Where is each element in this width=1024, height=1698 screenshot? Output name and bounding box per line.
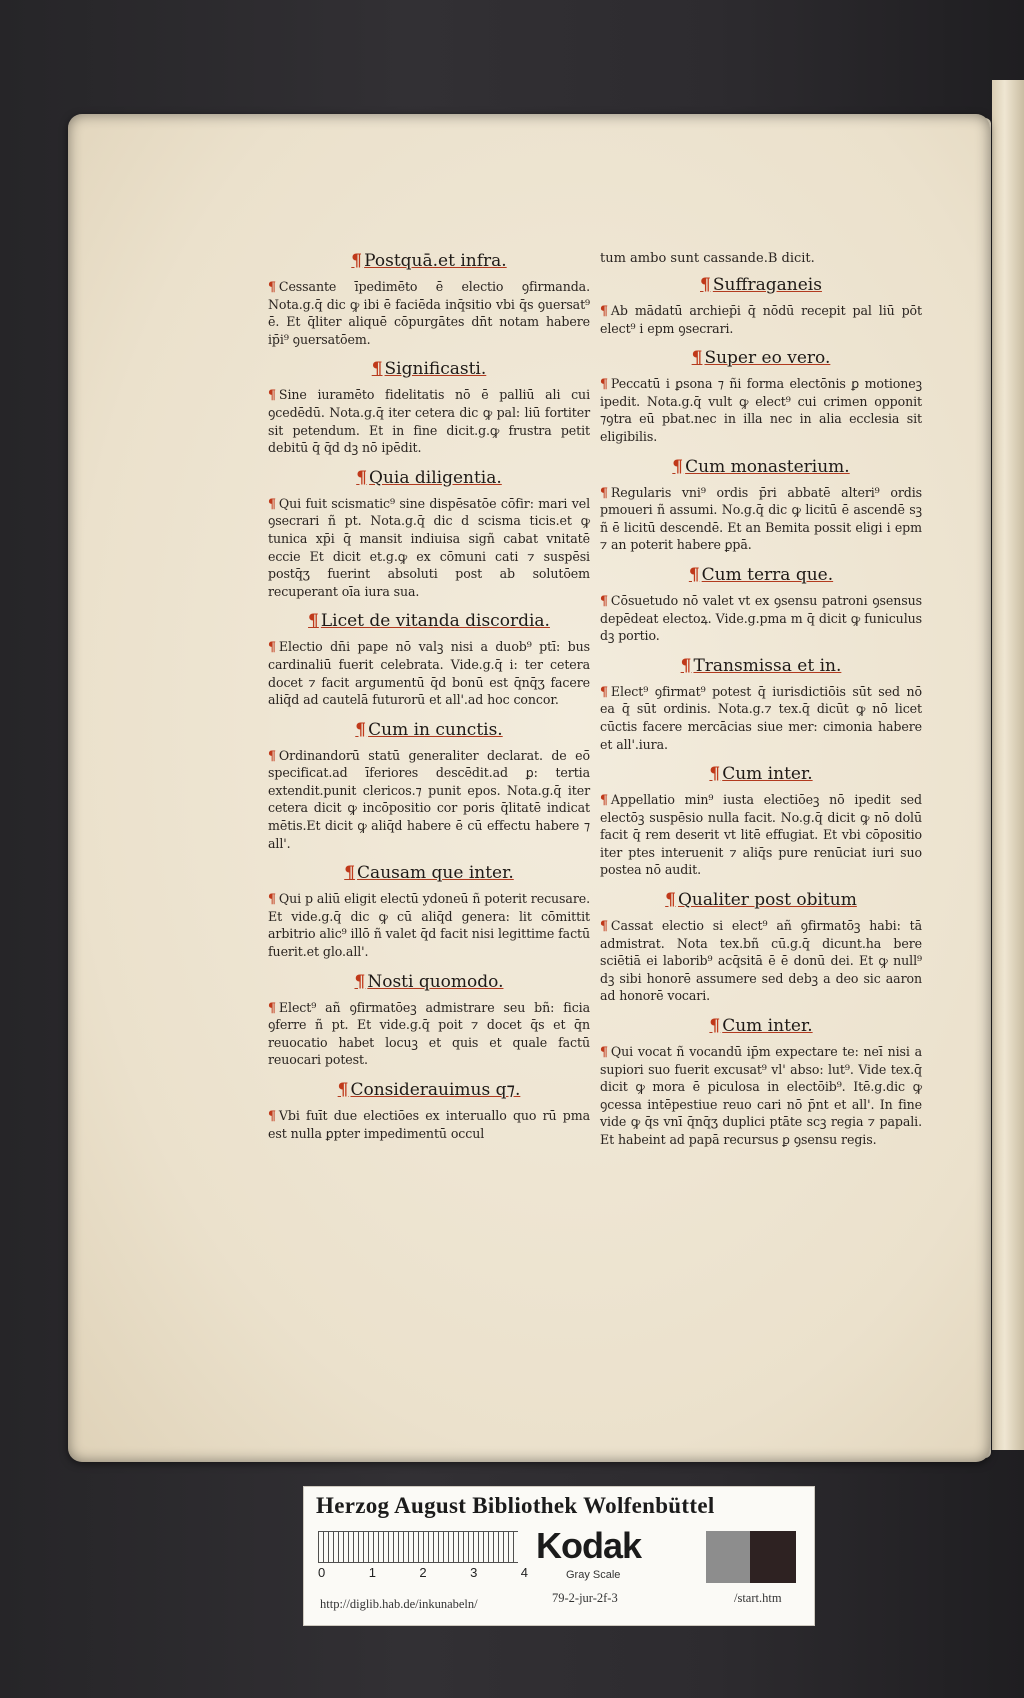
- section-paragraph: [600, 375, 922, 445]
- paragraph-mark-icon: ¶: [355, 719, 367, 740]
- paragraph-mark-icon: ¶: [709, 1016, 721, 1037]
- paragraph-mark-icon: ¶: [600, 303, 608, 318]
- paragraph-text: Cassat electio si elect⁹ añ ꝯfirmatōꝫ habi: tā admistrat. Nota tex.bñ cū.g.q̄ dicunt.ha bere sciētiā ei laborib⁹ acq̄sitā ē ē donū dei. Et ꝙ null⁹ dꝫ sibi honorē assumere sed debꝫ a deo sic aaron ad honorē vocari.: [600, 918, 922, 1004]
- section-heading: [600, 347, 922, 369]
- section-heading: [600, 763, 922, 785]
- section-heading: [268, 467, 590, 489]
- paragraph-text: Vbi fuīt due electiōes ex interuallo quo rū pma est nulla ꝑpter impedimentū occul: [268, 1108, 590, 1141]
- section-paragraph: [600, 302, 922, 337]
- paragraph-text: Cōsuetudo nō valet vt ex ꝯsensu patroni ꝯsensus depēdeat electoꝝ. Vide.g.pma m q̄ dicit ꝙ funiculus dꝫ portio.: [600, 592, 922, 644]
- next-leaf-edge: [992, 80, 1024, 1450]
- section-heading-text: Super eo vero.: [704, 348, 831, 369]
- section-heading-text: Cum inter.: [722, 1016, 813, 1037]
- section-paragraph: [600, 1043, 922, 1149]
- left-text-column: [268, 250, 590, 1152]
- paragraph-text: Elect⁹ añ ꝯfirmatōeꝫ admistrare seu bñ: ficia ꝯferre ñ pt. Et vide.g.q̄ poit ⁊ docet q̄s et q̄n reuocatio habet locuꝫ et quis et quale factū reuocari potest.: [268, 999, 590, 1068]
- gray-scale-label: Gray Scale: [566, 1569, 621, 1581]
- paragraph-mark-icon: ¶: [688, 564, 700, 585]
- ruler-number: 2: [419, 1565, 427, 1580]
- section-paragraph: [268, 278, 590, 348]
- section-heading: [268, 610, 590, 632]
- section-heading-text: Suffraganeis: [712, 275, 822, 295]
- paragraph-mark-icon: ¶: [308, 611, 319, 632]
- section-heading-text: Cum inter.: [722, 764, 813, 785]
- paragraph-mark-icon: ¶: [351, 251, 363, 271]
- section-heading-text: Causam que inter.: [357, 863, 514, 884]
- paragraph-mark-icon: ¶: [680, 655, 692, 676]
- paragraph-text: Electio dn̄i pape nō valꝫ nisi a duob⁹ ptī: bus cardinaliū fuerit celebrata. Vide.g.q̄ i: ter cetera docet ⁊ facit argumentū q̄d bonū est q̄nq̄ʒ facere aliq̄d ad cautelā futurorū et all'.ad hoc concor.: [268, 639, 590, 708]
- kodak-logo: Kodak: [536, 1525, 642, 1566]
- section-heading: [600, 1015, 922, 1037]
- paragraph-mark-icon: ¶: [709, 764, 721, 785]
- paragraph-text: Sine iuramēto fidelitatis nō ē palliū ali cui ꝯcedēdū. Nota.g.q̄ iter cetera dic ꝙ pal: liū fortiter sit petendum. Et in fine dicit.g.ꝙ frustra petit debitū q̄ q̄d dꝫ nō ipēdit.: [268, 387, 590, 456]
- section-heading: [600, 564, 922, 586]
- paragraph-text: Qui fuit scismatic⁹ sine dispēsatōe cōfir: mari vel ꝯsecrari ñ pt. Nota.g.q̄ dic d scisma ticis.et ꝙ tunica xp̄i q̄ mansit indiuisa sigñ cabat vnitatē eccie Et dicit et.g.ꝙ ex cōmuni cati ⁊ suspēsi postq̄ʒ fuerint absoluti post ab solutōem recuperant oīa iura sua.: [268, 495, 590, 599]
- paragraph-text: Appellatio min⁹ iusta electiōeꝫ nō ipedit sed electōꝫ suspēsio nulla facit. No.g.q̄ dicit ꝙ nō dolū facit q̄ rem deserit vt litē effugiat. Et vbi cōpositio iter ptes interuenit ⁊ aliq̄s pure renūciat iuri suo postea nō audit.: [600, 792, 922, 878]
- section-paragraph: [268, 747, 590, 853]
- source-url: http://diglib.hab.de/inkunabeln/: [320, 1597, 478, 1611]
- ruler-number: 0: [318, 1565, 326, 1580]
- ruler-number: 4: [520, 1565, 528, 1580]
- section-heading: [600, 889, 922, 911]
- section-heading: [600, 655, 922, 677]
- paragraph-mark-icon: ¶: [700, 275, 711, 295]
- paragraph-mark-icon: ¶: [672, 456, 684, 477]
- section-paragraph: [600, 683, 922, 753]
- continuation-line: tum ambo sunt cassande.B dicit.: [600, 251, 815, 266]
- section-heading-text: Nosti quomodo.: [367, 971, 504, 992]
- paragraph-mark-icon: ¶: [356, 467, 368, 488]
- section-paragraph: [600, 484, 922, 554]
- section-paragraph: [600, 917, 922, 1005]
- right-text-column: [600, 250, 922, 1159]
- section-paragraph: [268, 495, 590, 601]
- paragraph-mark-icon: ¶: [268, 279, 276, 294]
- gray-swatch: [706, 1531, 750, 1583]
- dark-swatch: [750, 1531, 796, 1583]
- ruler-number: 3: [470, 1565, 478, 1580]
- paragraph-mark-icon: ¶: [268, 999, 276, 1015]
- section-heading: [268, 1079, 590, 1101]
- section-paragraph: [268, 999, 590, 1069]
- section-heading: [268, 862, 590, 884]
- paragraph-mark-icon: ¶: [344, 863, 356, 884]
- section-paragraph: [268, 638, 590, 708]
- section-heading-text: Quia diligentia.: [369, 467, 502, 488]
- paragraph-text: Ordinandorū statū generaliter declarat. de eō̄ specificat.ad īferiores descēdit.ad ꝑ: tertia extendit.punit clericos.⁊ punit epos. Nota.g.q̄ iter cetera dicit ꝙ incōpositio cor poris q̄litatē indicat mētis.Et dicit ꝙ aliq̄d habere ē cū effectu habere ⁊ all'.: [268, 747, 590, 851]
- paragraph-mark-icon: ¶: [371, 359, 383, 380]
- paragraph-text: Cessante īpedimēto ē electio ꝯfirmanda. Nota.g.q̄ dic ꝙ ibi ē faciēda inq̄sitio vbi q̄s ꝯuersat⁹ ē. Et q̄liter aliquē cōpurgātes dn̄t notam habere ip̄i⁹ ꝯuersatōem.: [268, 279, 590, 347]
- section-heading-text: Cum monasterium.: [685, 456, 850, 477]
- ruler-numbers: [318, 1565, 528, 1580]
- section-heading-text: Cum terra que.: [701, 564, 834, 585]
- section-heading-text: Transmissa et in.: [693, 655, 842, 676]
- section-heading: [268, 358, 590, 380]
- paragraph-mark-icon: ¶: [665, 890, 676, 911]
- section-heading: [600, 456, 922, 478]
- section-paragraph: [268, 1107, 590, 1142]
- section-heading: [268, 719, 590, 741]
- section-heading: [268, 971, 590, 993]
- paragraph-mark-icon: ¶: [268, 639, 276, 655]
- section-paragraph: [600, 791, 922, 879]
- section-heading-text: Qualiter post obitum: [677, 890, 857, 911]
- paragraph-mark-icon: ¶: [600, 484, 608, 500]
- paragraph-text: Elect⁹ ꝯfirmat⁹ potest q̄ iurisdictiōis sūt sed nō ea q̄ sūt ordinis. Nota.g.⁊ tex.q̄ dicūt ꝙ nō licet cūctis facere mercācias siue mer: cimonia habere et all'.iura.: [600, 683, 922, 752]
- section-paragraph: [268, 386, 590, 456]
- section-heading-text: Cum in cunctis.: [368, 719, 503, 740]
- paragraph-mark-icon: ¶: [600, 792, 608, 808]
- paragraph-mark-icon: ¶: [691, 348, 703, 369]
- paragraph-text: Qui p aliū eligit electū ydoneū ñ poterit recusare. Et vide.g.q̄ dic ꝙ cū aliq̄d genera: lit cōmittit arbitrio alic⁹ illō ñ valet q̄d facit nisi legittime factū fuerit.et glo.all'.: [268, 891, 590, 960]
- section-heading-text: Licet de vitanda discordia.: [320, 611, 550, 632]
- library-name: Herzog August Bibliothek Wolfenbüttel: [316, 1493, 715, 1518]
- paragraph-text: Peccatū i ꝑsona ⁊ ñi forma electōnis ꝑ motioneꝫ ipedit. Nota.g.q̄ vult ꝙ elect⁹ cui crimen opponit ⁊ꝯtra eū pbat.nec in illa nec in alia ecclesia sit eligibilis.: [600, 376, 922, 444]
- start-link: /start.htm: [734, 1591, 782, 1605]
- paragraph-text: Regularis vni⁹ ordis p̄ri abbatē alteri⁹ ordis pmoueri ñ assumi. No.g.q̄ dic ꝙ licitū ē ascendē sꝫ ñ ē licitū descendē. Et an Bemita possit eligi i epm ⁊ an poterit habere ꝑpā.: [600, 484, 922, 553]
- paragraph-mark-icon: ¶: [600, 1044, 608, 1060]
- paragraph-mark-icon: ¶: [268, 387, 276, 403]
- paragraph-mark-icon: ¶: [268, 747, 276, 763]
- scale-ruler: [318, 1531, 518, 1563]
- library-color-card: [303, 1486, 815, 1626]
- section-paragraph: [268, 890, 590, 960]
- section-heading-text: Significasti.: [384, 359, 487, 380]
- paragraph-mark-icon: ¶: [354, 971, 366, 992]
- ruler-number: 1: [368, 1565, 376, 1580]
- paragraph-mark-icon: ¶: [268, 1108, 276, 1123]
- shelfmark: 79-2-jur-2f-3: [552, 1591, 618, 1605]
- paragraph-mark-icon: ¶: [268, 495, 276, 511]
- paragraph-text: Qui vocat ñ vocandū ip̄m expectare te: neī nisi a supiori suo fuerit excusat⁹ vl' abso: lut⁹. Vide tex.q̄ dicit ꝙ mora ē piculosa in electōib⁹. Itē.g.dic ꝙ ꝯcessa intēpestiue reuo cari nō p̄nt et all'. In fine vide ꝙ q̄s vnī q̄nq̄ʒ duplici ptāte scꝫ regia ⁊ papali. Et habeint ad papā recursus ꝑ ꝯsensu regis.: [600, 1044, 922, 1147]
- paragraph-mark-icon: ¶: [600, 376, 608, 392]
- paragraph-mark-icon: ¶: [600, 918, 608, 934]
- section-heading: [600, 274, 922, 296]
- section-paragraph: [600, 592, 922, 645]
- paragraph-text: Ab mādatū archiep̄i q̄ nōdū recepit pal liū pōt elect⁹ i epm ꝯsecrari.: [600, 303, 922, 336]
- section-heading-text: Postquā.et infra.: [364, 251, 507, 271]
- paragraph-mark-icon: ¶: [600, 683, 608, 699]
- paragraph-mark-icon: ¶: [337, 1080, 349, 1100]
- section-heading-text: Considerauimus q⁊.: [350, 1080, 521, 1100]
- paragraph-mark-icon: ¶: [268, 891, 276, 907]
- section-heading: [268, 250, 590, 272]
- paragraph-mark-icon: ¶: [600, 592, 608, 608]
